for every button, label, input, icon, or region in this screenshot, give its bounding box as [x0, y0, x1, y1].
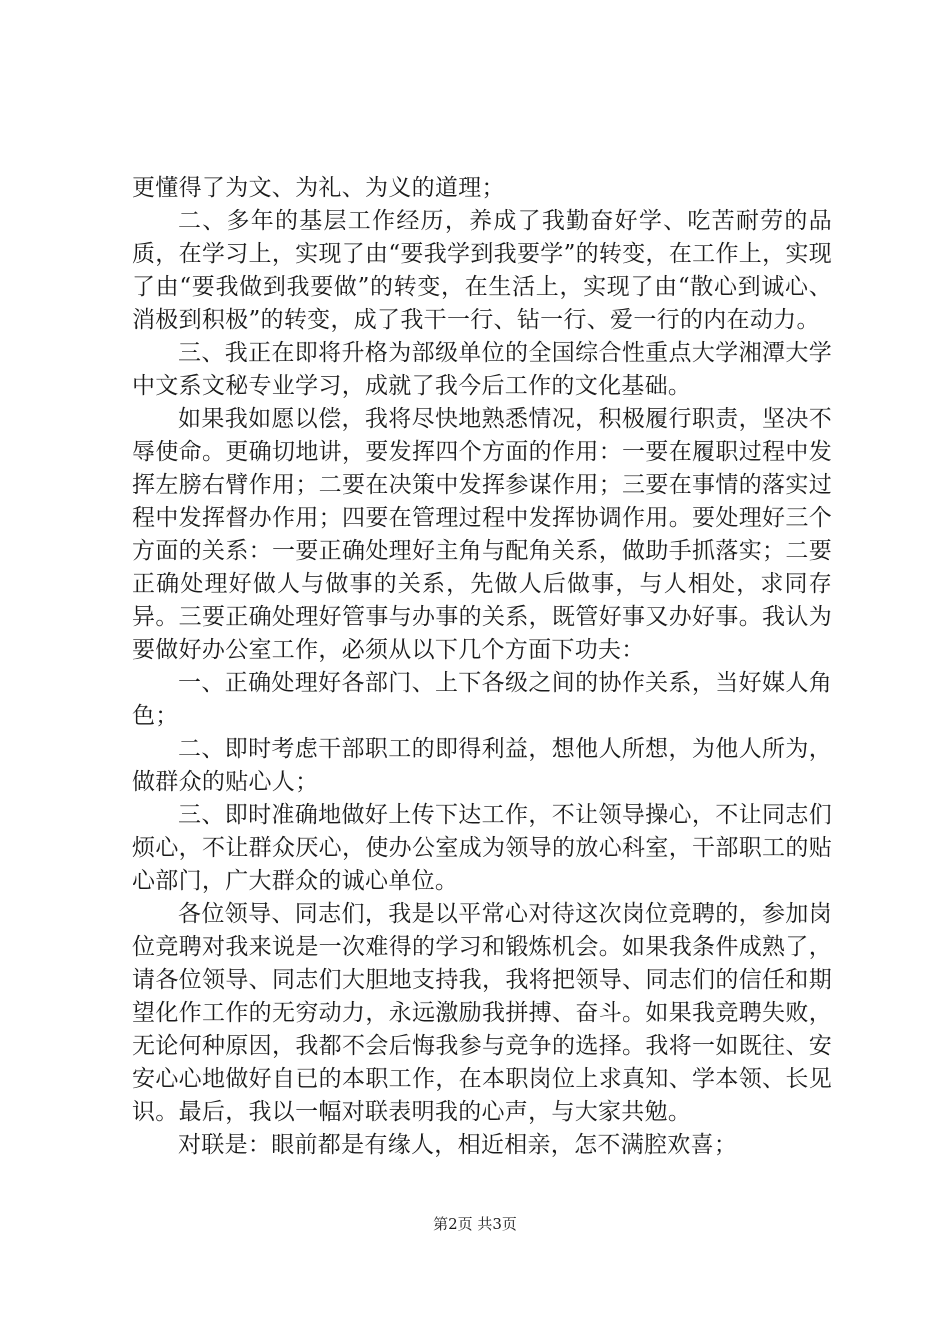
paragraph: 三、我正在即将升格为部级单位的全国综合性重点大学湘潭大学中文系文秘专业学习，成就了我今后工作的文化基础。 — [132, 340, 832, 399]
paragraph: 二、多年的基层工作经历，养成了我勤奋好学、吃苦耐劳的品质，在学习上，实现了由“要我学到我要学”的转变，在工作上，实现了由“要我做到我要做”的转变，在生活上，实现了由“散心到诚心、消极到积极”的转变，成了我干一行、钻一行、爱一行的内在动力。 — [132, 208, 832, 333]
paragraph: 更懂得了为文、为礼、为义的道理； — [132, 175, 505, 201]
document-body — [132, 172, 832, 1162]
paragraph: 对联是：眼前都是有缘人，相近相亲，怎不满腔欢喜； — [178, 1132, 738, 1158]
paragraph: 如果我如愿以偿，我将尽快地熟悉情况，积极履行职责，坚决不辱使命。更确切地讲，要发挥四个方面的作用：一要在履职过程中发挥左膀右臂作用；二要在决策中发挥参谋作用；三要在事情的落实过程中发挥督办作用；四要在管理过程中发挥协调作用。要处理好三个方面的关系：一要正确处理好主角与配角关系，做助手抓落实；二要正确处理好做人与做事的关系，先做人后做事，与人相处，求同存异。三要正确处理好管事与办事的关系，既管好事又办好事。我认为要做好办公室工作，必须从以下几个方面下功夫： — [132, 406, 832, 663]
paragraph: 各位领导、同志们，我是以平常心对待这次岗位竞聘的，参加岗位竞聘对我来说是一次难得的学习和锻炼机会。如果我条件成熟了，请各位领导、同志们大胆地支持我，我将把领导、同志们的信任和期望化作工作的无穷动力，永远激励我拼搏、奋斗。如果我竞聘失败，无论何种原因，我都不会后悔我参与竞争的选择。我将一如既往、安安心心地做好自已的本职工作，在本职岗位上求真知、学本领、长见识。最后，我以一幅对联表明我的心声，与大家共勉。 — [132, 901, 832, 1125]
paragraph: 一、正确处理好各部门、上下各级之间的协作关系，当好媒人角色； — [132, 670, 832, 729]
paragraph: 二、即时考虑干部职工的即得利益，想他人所想，为他人所为，做群众的贴心人； — [132, 736, 832, 795]
page-footer: 第2页 共3页 — [433, 1215, 517, 1233]
paragraph: 三、即时准确地做好上传下达工作，不让领导操心，不让同志们烦心，不让群众厌心，使办公室成为领导的放心科室，干部职工的贴心部门，广大群众的诚心单位。 — [132, 802, 832, 894]
